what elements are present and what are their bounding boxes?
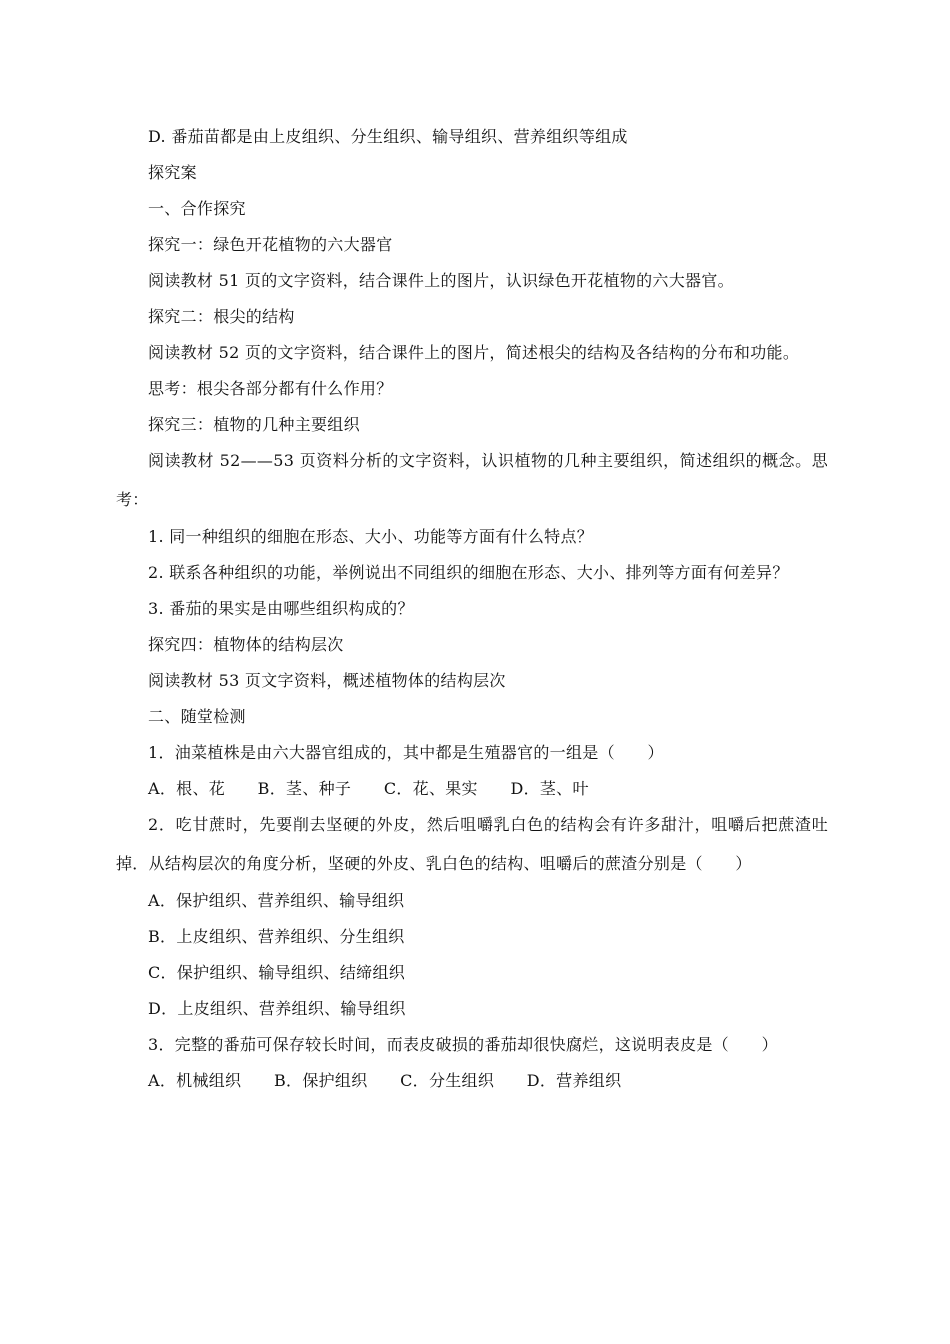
explore-four-heading: 探究四：植物体的结构层次 — [148, 635, 344, 654]
subsection-heading-quiz: 二、随堂检测 — [148, 707, 246, 726]
quiz-question-2-continued: 掉．从结构层次的角度分析，坚硬的外皮、乳白色的结构、咀嚼后的蔗渣分别是（ ） — [116, 854, 752, 873]
quiz-question-2-option-d: D．上皮组织、营养组织、输导组织 — [148, 999, 406, 1018]
explore-two-heading: 探究二：根尖的结构 — [148, 307, 295, 326]
quiz-question-2: 2．吃甘蔗时，先要削去坚硬的外皮，然后咀嚼乳白色的结构会有许多甜汁，咀嚼后把蔗渣吐 — [148, 815, 828, 834]
quiz-question-2-option-b: B．上皮组织、营养组织、分生组织 — [148, 927, 405, 946]
question-item-3: 3. 番茄的果实是由哪些组织构成的？ — [148, 599, 414, 618]
quiz-question-3-options: A．机械组织 B．保护组织 C．分生组织 D．营养组织 — [148, 1071, 622, 1090]
quiz-question-1: 1．油菜植株是由六大器官组成的，其中都是生殖器官的一组是（ ） — [148, 743, 664, 762]
section-heading-explore: 探究案 — [148, 163, 197, 182]
quiz-question-1-options: A．根、花 B．茎、种子 C．花、果实 D．茎、叶 — [148, 779, 589, 798]
option-d-line: D. 番茄苗都是由上皮组织、分生组织、输导组织、营养组织等组成 — [148, 127, 628, 146]
question-item-2: 2. 联系各种组织的功能，举例说出不同组织的细胞在形态、大小、排列等方面有何差异？ — [148, 563, 789, 582]
explore-four-text: 阅读教材 53 页文字资料，概述植物体的结构层次 — [148, 671, 506, 690]
quiz-question-2-option-c: C．保护组织、输导组织、结缔组织 — [148, 963, 406, 982]
explore-one-heading: 探究一：绿色开花植物的六大器官 — [148, 235, 393, 254]
quiz-question-2-option-a: A．保护组织、营养组织、输导组织 — [148, 891, 405, 910]
explore-two-text: 阅读教材 52 页的文字资料，结合课件上的图片，简述根尖的结构及各结构的分布和功能。 — [148, 343, 800, 362]
question-item-1: 1. 同一种组织的细胞在形态、大小、功能等方面有什么特点？ — [148, 527, 594, 546]
quiz-question-3: 3．完整的番茄可保存较长时间，而表皮破损的番茄却很快腐烂，这说明表皮是（ ） — [148, 1035, 778, 1054]
explore-three-heading: 探究三：植物的几种主要组织 — [148, 415, 360, 434]
subsection-heading-cooperative: 一、合作探究 — [148, 199, 246, 218]
explore-three-text: 阅读教材 52——53 页资料分析的文字资料，认识植物的几种主要组织，简述组织的概念。思 — [148, 451, 828, 470]
think-question: 思考：根尖各部分都有什么作用？ — [148, 379, 393, 398]
explore-one-text: 阅读教材 51 页的文字资料，结合课件上的图片，认识绿色开花植物的六大器官。 — [148, 271, 734, 290]
explore-three-text-continued: 考： — [116, 490, 149, 509]
